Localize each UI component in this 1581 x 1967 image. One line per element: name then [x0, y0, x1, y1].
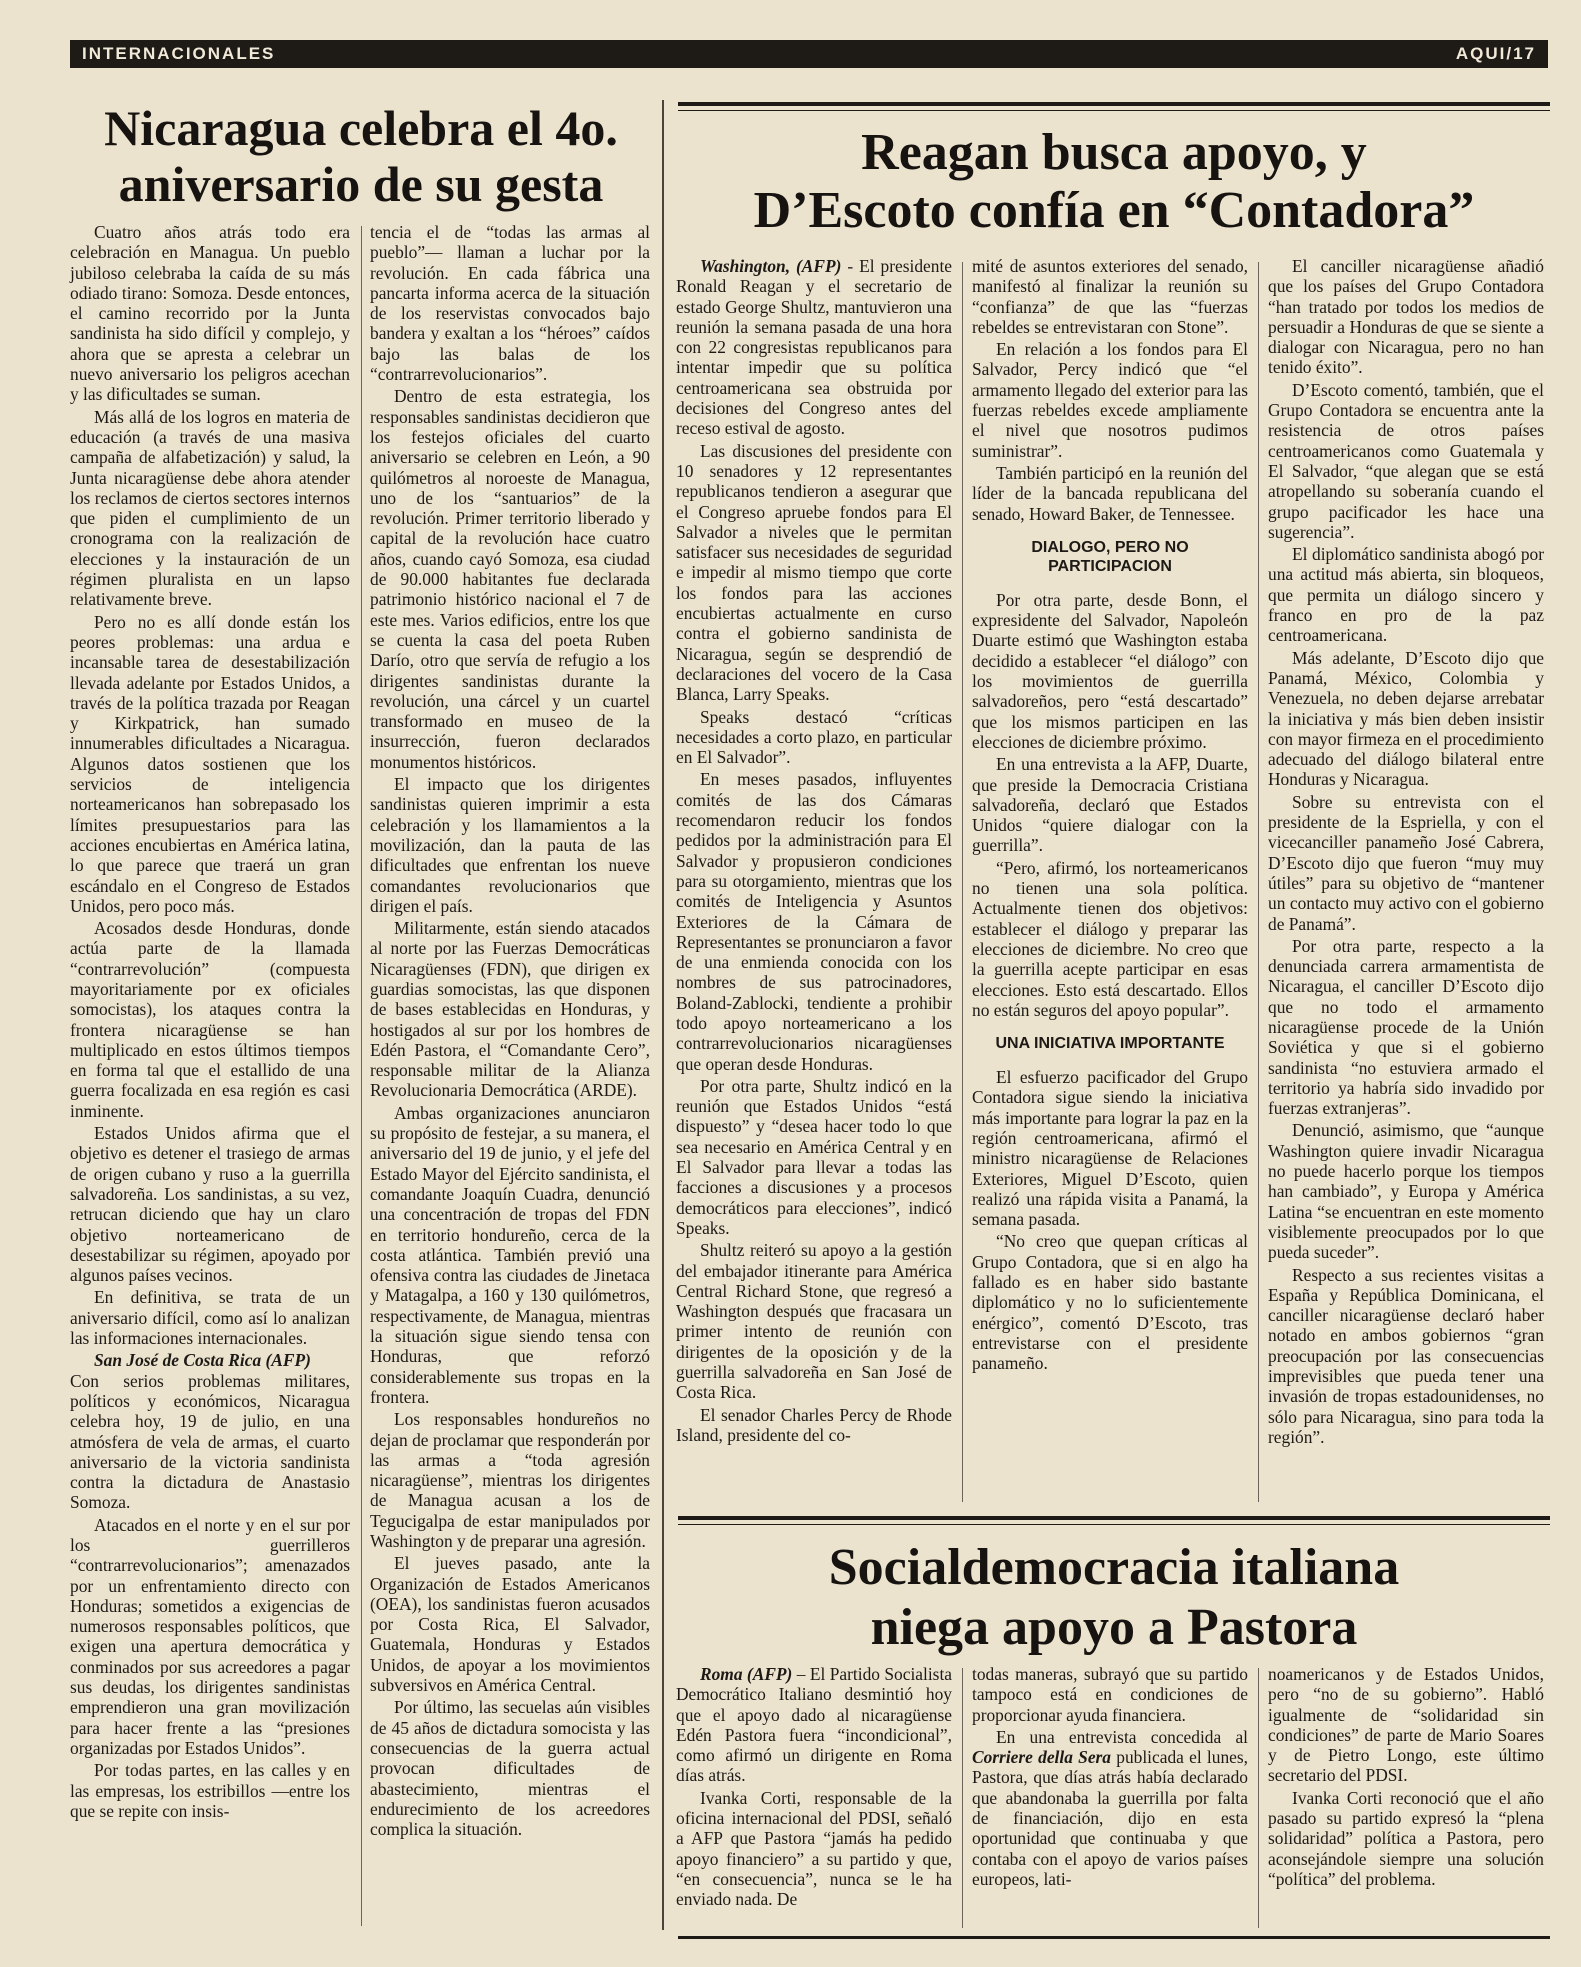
newspaper-name: Corriere della Sera	[972, 1747, 1112, 1768]
column-divider	[662, 100, 664, 1930]
paragraph: D’Escoto comentó, también, que el Grupo Contadora se encuentra ante la resistencia de otros países centroamericanos como Guatemala y El Salvador, “que alegan que se está atropellando su soberanía cuando el grupo pacificador les hace una sugerencia”.	[1268, 379, 1544, 542]
paragraph: En definitiva, se trata de un aniversario difícil, como así lo analizan las informaciones internacionales.	[70, 1287, 350, 1349]
text-column	[962, 256, 1258, 1506]
column-rule	[962, 1668, 963, 1928]
paragraph: Acosados desde Honduras, donde actúa parte de la llamada “contrarrevolución” (compuesta mayoritariamente por ex oficiales somocistas), los ataques contra la frontera nicaragüense se han multiplicado en estos últimos tiempos en forma tal que el estallido de una guerra focalizada en esa región es casi inminente.	[70, 918, 350, 1121]
paragraph: Speaks destacó “críticas necesidades a corto plazo, en particular en El Salvador”.	[676, 706, 952, 768]
paragraph: Ambas organizaciones anunciaron su propósito de festejar, a su manera, el aniversario del 19 de junio, y el jefe del Estado Mayor del Ejército sandinista, el comandante Joaquín Cuadra, denunció una concentración de tropas del FDN en territorio hondureño, cerca de la costa atlántica. También previó una ofensiva contra las ciudades de Jinetaca y Matagalpa, a 160 y 130 quilómetros, respectivamente, de Managua, mientras la situación sigue siendo tensa con Honduras, que reforzó considerablemente sus tropas en la frontera.	[370, 1102, 650, 1407]
paragraph: Por todas partes, en las calles y en las empresas, los estribillos —entre los que se repite con insis-	[70, 1760, 350, 1821]
paragraph	[676, 256, 952, 439]
paragraph: Sobre su entrevista con el presidente de la Espriella, y con el vicecanciller panameño José Cabrera, D’Escoto dijo que fueron “muy muy útiles” para su objetivo de “mantener un contacto muy activo con el gobierno de Panamá”.	[1268, 791, 1544, 934]
paragraph: Ivanka Corti, responsable de la oficina internacional del PDSI, señaló a AFP que Pastora “jamás ha pedido apoyo financiero” a su partido y que, “en consecuencia”, nunca se le ha enviado nada. De	[676, 1787, 952, 1910]
paragraph	[70, 1350, 350, 1512]
running-header	[70, 40, 1548, 68]
paragraph: Pero no es allí donde están los peores problemas: una ardua e incansable tarea de desestabilización llevada adelante por Estados Unidos, a través de la política trazada por Reagan y Kirkpatrick, han sumado innumerables dificultades a Nicaragua. Algunos datos sostienen que los servicios de inteligencia norteamericanos han sobrepasado los límites presupuestarios para las acciones encubiertas en América latina, lo que parece que traerá un gran escándalo en el Congreso de Estados Unidos, pero poco más.	[70, 611, 350, 916]
paragraph: También participó en la reunión del líder de la bancada republicana del senado, Howard Baker, de Tennessee.	[972, 462, 1248, 524]
text-column	[962, 1664, 1258, 1934]
headline-line: D’Escoto confía en “Contadora”	[753, 182, 1475, 239]
paragraph: Más allá de los logros en materia de educación (a través de una masiva campaña de alfabetización) y salud, la Junta nicaragüense debe ahora atender los reclamos de ciertos sectores internos que piden el cumplimiento de un cronograma con la realización de elecciones y la instauración de un régimen pluralista en un lapso relativamente breve.	[70, 406, 350, 610]
paragraph: En relación a los fondos para El Salvador, Percy indicó que “el armamento llegado del exterior para las fuerzas rebeldes excede ampliamente el nivel que nosotros pudimos suministrar”.	[972, 339, 1248, 461]
dateline: Roma (AFP)	[700, 1664, 793, 1684]
text-column	[1258, 1664, 1554, 1934]
article-top-rule-thin	[678, 1524, 1550, 1525]
article-bottom-rule	[678, 1936, 1550, 1939]
paragraph: mité de asuntos exteriores del senado, manifestó al finalizar la reunión su “confianza” de que las “fuerzas rebeldes se entrevistaran con Stone”.	[972, 256, 1248, 337]
text-column	[666, 256, 962, 1506]
paragraph: Shultz reiteró su apoyo a la gestión del embajador itinerante para América Central Richard Stone, que regresó a Washington después que fracasara un primer intento de reunión con dirigentes de la oposición y de la guerrilla salvadoreña en San José de Costa Rica.	[676, 1240, 952, 1403]
paragraph: Ivanka Corti reconoció que el año pasado su partido expresó la “plena solidaridad” política a Pastora, pero aconsejándole siempre una solución “política” del problema.	[1268, 1787, 1544, 1889]
paragraph: El esfuerzo pacificador del Grupo Contadora sigue siendo la iniciativa más importante para lograr la paz en la región centroamericana, afirmó el ministro nicaragüense de Relaciones Exteriores, Miguel D’Escoto, quien realizó una rápida visita a Panamá, la semana pasada.	[972, 1067, 1248, 1230]
dateline: San José de Costa Rica (AFP)	[94, 1350, 311, 1371]
paragraph: Las discusiones del presidente con 10 senadores y 12 representantes republicanos tendieron a asegurar que el Congreso apruebe fondos para El Salvador a niveles que le permitan satisfacer sus necesidades de seguridad e impedir al mismo tiempo que corte los fondos para las acciones encubiertas actualmente en curso contra el gobierno sandinista de Nicaragua, según se desprendió de declaraciones del vocero de la Casa Blanca, Larry Speaks.	[676, 440, 952, 705]
headline-socialdemocracia	[676, 1538, 1552, 1658]
headline-line: Reagan busca apoyo, y	[861, 124, 1367, 181]
subheading: DIALOGO, PERO NO PARTICIPACION	[1031, 538, 1189, 575]
text-column	[666, 1664, 962, 1934]
paragraph: Por otra parte, desde Bonn, el expresidente del Salvador, Napoleón Duarte estimó que Washington estaba decidido a establecer “el diálogo” con los movimientos de guerrilla salvadoreños, pero “está descartado” que los mismos participen en las elecciones de diciembre próximo.	[972, 589, 1248, 752]
text-column	[1258, 256, 1554, 1506]
paragraph-text: En una entrevista concedida al	[996, 1726, 1248, 1747]
paragraph: Atacados en el norte y en el sur por los guerrilleros “contrarrevolucionarios”; amenazados por un enfrentamiento directo con Honduras; sometidos a exigencias de numerosos responsables políticos, que exigen una apertura democrática y conminados por sus acreedores a pagar sus deudas, los dirigentes sandinistas emprendieron una gran movilización para hacer frente a las “presiones organizadas por Estados Unidos”.	[70, 1514, 350, 1758]
paragraph: Respecto a sus recientes visitas a España y República Dominicana, el canciller nicaragüense declaró haber notado en ambos gobiernos “gran preocupación por las consecuencias imprevisibles que pueda tener una invasión de tropas estadounidenses, no sólo para Nicaragua, sino para toda la región”.	[1268, 1264, 1544, 1447]
article-top-rule	[678, 1516, 1550, 1520]
paragraph	[676, 1664, 952, 1786]
paragraph: Más adelante, D’Escoto dijo que Panamá, México, Colombia y Venezuela, no deben dejarse arrebatar la iniciativa y más bien deben insistir con mayor firmeza en el procedimiento adecuado del diálogo bilateral entre Honduras y Nicaragua.	[1268, 647, 1544, 790]
paragraph: Militarmente, están siendo atacados al norte por las Fuerzas Democráticas Nicaragüenses (FDN), que dirigen ex guardias somocistas, las que disponen de bases establecidas en Honduras, y hostigados al sur por los hombres de Edén Pastora, el “Comandante Cero”, responsable militar de la Alianza Revolucionaria Democrática (ARDE).	[370, 918, 650, 1101]
headline-line: aniversario de su gesta	[118, 156, 604, 212]
paragraph: Cuatro años atrás todo era celebración en Managua. Un pueblo jubiloso celebraba la caída de su más odiado tirano: Somoza. Desde entonces, el camino recorrido por la Junta sandinista ha sido difícil y complejo, y ahora que se apresta a celebrar un nuevo aniversario los peligros acechan y las dificultades se suman.	[70, 222, 350, 405]
text-column	[60, 222, 360, 1937]
paragraph	[972, 1727, 1248, 1889]
paragraph: Estados Unidos afirma que el objetivo es detener el trasiego de armas de origen cubano y ruso a la guerrilla salvadoreña. Los sandinistas, a su vez, retrucan diciendo que hay un claro objetivo norteamericano de desestabilizar su régimen, apoyado por algunos países vecinos.	[70, 1123, 350, 1286]
paragraph-text: - El presidente Ronald Reagan y el secretario de estado George Shultz, mantuvieron una reunión la semana pasada de una hora con 22 congresistas republicanos para intentar impedir que su política centroamericana sea obstruida por decisiones del Congreso antes del receso estival de agosto.	[676, 256, 952, 439]
headline-nicaragua	[66, 100, 656, 212]
paragraph: Los responsables hondureños no dejan de proclamar que responderán por las armas a “toda agresión nicaragüense”, mientras los dirigentes de Managua acusan a los de Tegucigalpa de estar manipulados por Washington y de preparar una agresión.	[370, 1409, 650, 1551]
headline-line: Nicaragua celebra el 4o.	[104, 100, 618, 156]
paragraph-text: publicada el lunes, Pastora, que días atrás había declarado que abandonaba la guerrilla por falta de financiación, dijo en esta oportunidad que continuaba y que contaba con el apoyo de varios países europeos, lati-	[972, 1747, 1248, 1889]
paragraph: Denunció, asimismo, que “aunque Washington quiere invadir Nicaragua no puede hacerlo porque los tiempos han cambiado”, y Europa y América Latina “se encuentran en este momento visiblemente preocupados por lo que pueda suceder”.	[1268, 1120, 1544, 1263]
subheading: UNA INICIATIVA IMPORTANTE	[995, 1035, 1225, 1053]
headline-line: Socialdemocracia italiana	[828, 1539, 1400, 1596]
paragraph: “Pero, afirmó, los norteamericanos no tienen una sola política. Actualmente tienen dos objetivos: establecer el diálogo y preparar las elecciones de diciembre. No creo que la guerrilla acepte participar en esas elecciones. Esto está descartado. Ellos no están seguros del apoyo popular”.	[972, 857, 1248, 1020]
article-socialdemocracia	[676, 1538, 1552, 1668]
column-rule	[361, 226, 362, 1926]
article-reagan-body	[666, 256, 1554, 1506]
column-rule	[1258, 262, 1259, 1502]
paragraph: El canciller nicaragüense añadió que los países del Grupo Contadora “han tratado por todos los medios de persuadir a Honduras de que se siente a dialogar con Nicaragua, pero no han tenido éxito”.	[1268, 256, 1544, 378]
headline-line: niega apoyo a Pastora	[870, 1599, 1358, 1656]
article-socialdemocracia-body	[666, 1664, 1554, 1934]
paragraph: Por otra parte, respecto a la denunciada carrera armamentista de Nicaragua, el canciller D’Escoto dijo que no todo el armamento nicaragüense procede de la Unión Soviética y que si el gobierno sandinista “no estuviera armado el territorio ya habría sido invadido por fuerzas extranjeras”.	[1268, 935, 1544, 1119]
paragraph: El diplomático sandinista abogó por una actitud más abierta, sin bloqueos, que permita un diálogo sincero y franco en pro de la paz centroamericana.	[1268, 544, 1544, 646]
article-reagan	[676, 124, 1552, 254]
paragraph: Dentro de esta estrategia, los responsables sandinistas decidieron que los festejos oficiales del cuarto aniversario se celebren en León, a 90 quilómetros al noroeste de Managua, uno de los “santuarios” de la revolución. Primer territorio liberado y capital de la revolución hace cuatro años, cuando cayó Somoza, esa ciudad de 90.000 habitantes fue declarada patrimonio histórico nacional el 7 de este mes. Varios edificios, entre los que se cuenta la casa del poeta Ruben Darío, otro que servía de refugio a los dirigentes sandinistas durante la revolución, una cárcel y un cuartel transformado en museo de la insurrección, fueron declarados monumentos históricos.	[370, 386, 650, 772]
paragraph-text: – El Partido Socialista Democrático Italiano desmintió hoy que el apoyo dado al nicaragüense Edén Pastora fuera “incondicional”, como afirmó un dirigente en Roma días atrás.	[676, 1664, 952, 1786]
dateline: Washington, (AFP)	[700, 256, 842, 276]
paragraph: En meses pasados, influyentes comités de las dos Cámaras recomendaron reducir los fondos pedidos por la administración para El Salvador y propusieron condiciones para su otorgamiento, mientras que los comités de Inteligencia y Asuntos Exteriores de la Cámara de Representantes se pronunciaron a favor de una enmienda conocida con los nombres de sus patrocinadores, Boland-Zablocki, tendiente a prohibir todo apoyo norteamericano a los contrarrevolucionarios nicaragüenses que operan desde Honduras.	[676, 769, 952, 1074]
paragraph: tencia el de “todas las armas al pueblo”— llaman a luchar por la revolución. En cada fábrica una pancarta informa acerca de la situación de los reservistas convocados bajo bandera y exaltan a los “héroes” caídos bajo las balas de los “contrarrevolucionarios”.	[370, 222, 650, 385]
section-name: INTERNACIONALES	[82, 44, 276, 63]
paragraph: Por otra parte, Shultz indicó en la reunión que Estados Unidos “está dispuesto” y “desea hacer todo lo que sea necesario en América Central y en El Salvador para llevar a todas las facciones a discusiones y a procesos democráticos para elecciones”, indicó Speaks.	[676, 1075, 952, 1238]
paragraph: El jueves pasado, ante la Organización de Estados Americanos (OEA), los sandinistas fueron acusados por Costa Rica, El Salvador, Guatemala, Honduras y Estados Unidos, de apoyar a los movimientos subversivos en América Central.	[370, 1553, 650, 1696]
paragraph: “No creo que quepan críticas al Grupo Contadora, que si en algo ha fallado es en haber sido bastante diplomático y no lo suficientemente enérgico”, comentó D’Escoto, tras entrevistarse con el presidente panameño.	[972, 1231, 1248, 1374]
paragraph: El impacto que los dirigentes sandinistas quieren imprimir a esta celebración y los llamamientos a la movilización, dan la pauta de las dificultades que enfrentan los nueve comandantes revolucionarios que dirigen el país.	[370, 774, 650, 916]
paragraph: El senador Charles Percy de Rhode Island, presidente del co-	[676, 1404, 952, 1445]
text-column	[360, 222, 660, 1937]
article-top-rule	[678, 102, 1550, 106]
paragraph-text: Con serios problemas militares, políticos y económicos, Nicaragua celebra hoy, 19 de julio, en una atmósfera de vela de armas, el cuarto aniversario de la victoria sandinista contra la dictadura de Anastasio Somoza.	[70, 1370, 350, 1513]
paragraph: noamericanos y de Estados Unidos, pero “no de su gobierno”. Habló igualmente de “solidaridad sin condiciones” de parte de Mario Soares y de Pietro Longo, este último secretario del PDSI.	[1268, 1664, 1544, 1786]
column-rule	[1258, 1668, 1259, 1928]
paragraph: todas maneras, subrayó que su partido tampoco está en condiciones de proporcionar ayuda financiera.	[972, 1664, 1248, 1725]
paragraph: En una entrevista a la AFP, Duarte, que preside la Democracia Cristiana salvadoreña, declaró que Estados Unidos “quiere dialogar con la guerrilla”.	[972, 754, 1248, 856]
column-rule	[962, 262, 963, 1502]
headline-reagan	[676, 124, 1552, 240]
article-nicaragua-body	[60, 222, 660, 1937]
paragraph: Por último, las secuelas aún visibles de 45 años de dictadura somocista y las consecuencias de la guerra actual provocan dificultades de abastecimiento, mientras el endurecimiento de los acreedores complica la situación.	[370, 1697, 650, 1840]
page-number: AQUI/17	[1455, 44, 1536, 63]
article-top-rule-thin	[678, 110, 1550, 111]
